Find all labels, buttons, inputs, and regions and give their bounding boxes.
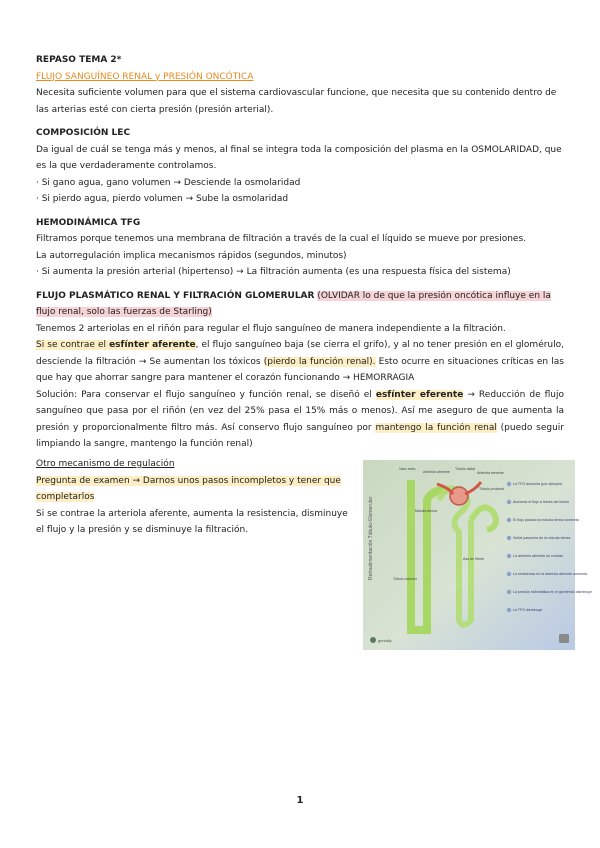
intro-paragraph: Necesita suficiente volumen para que el sistema cardiovascular funcione, que necesita que su contenido dentro de las arterias esté con cierta presión (presión arterial). bbox=[36, 88, 557, 115]
exam-question: Pregunta de examen → Darnos unos pasos incompletos y tener que completarlos bbox=[36, 475, 341, 502]
genially-brand: genially bbox=[378, 638, 392, 643]
step-1: La TFG aumenta (por ejemplo) bbox=[513, 482, 563, 486]
label-macula-densa: Mácula densa bbox=[415, 509, 437, 513]
tfg-line-1: Filtramos porque tenemos una membrana de filtración a través de la cual el líquido se mueve por presiones. bbox=[36, 234, 526, 244]
genially-logo-icon bbox=[370, 637, 376, 643]
doc-title: REPASO TEMA 2* bbox=[36, 55, 122, 65]
fpr-heading: FLUJO PLASMÁTICO RENAL Y FILTRACIÓN GLOMERULAR bbox=[36, 290, 315, 301]
fpr-paragraph-3 bbox=[36, 387, 564, 453]
label-arteriola-aferente: Arteriola aferente bbox=[423, 470, 450, 474]
fpr-p3-efferent: esfínter eferente bbox=[375, 389, 464, 400]
tfg-line-2: La autorregulación implica mecanismos rápidos (segundos, minutos) bbox=[36, 250, 347, 261]
fpr-p3-a: Solución: Para conservar el flujo sanguíneo y función renal, se diseñó el bbox=[36, 389, 376, 400]
label-tubulo-colector: Túbulo colector bbox=[393, 577, 417, 581]
fpr-p2-a: Si se contrae el bbox=[36, 340, 110, 350]
subtitle-link[interactable]: FLUJO SANGUÍNEO RENAL y PRESIÓN ONCÓTICA bbox=[36, 71, 254, 82]
step-8: La TFG disminuye bbox=[513, 608, 543, 612]
fpr-p2-e: Esto ocurre en situaciones críticas en las que hay que ahorrar sangre para mantener el corazón funcionando → HEMORRAGIA bbox=[36, 356, 564, 383]
lec-heading: COMPOSICIÓN LEC bbox=[36, 128, 131, 138]
fpr-p2-loss: (pierdo la función renal). bbox=[263, 356, 376, 367]
fpr-note: (OLVIDAR lo de que la presión oncótica influye en la flujo renal, solo las fuerzas de Starling) bbox=[36, 290, 551, 317]
tfg-heading: HEMODINÁMICA TFG bbox=[36, 217, 141, 228]
step-3: El flujo pasado la mácula densa aumenta bbox=[513, 518, 579, 522]
step-5: La arteriola aferente se contrae bbox=[513, 554, 563, 558]
label-tubulo-distal: Túbulo distal bbox=[455, 467, 475, 471]
step-7: La presión hidrostática en el glomérulo disminuye bbox=[513, 590, 592, 594]
tubuloglomerular-figure bbox=[363, 460, 592, 650]
tfg-line-3: · Si aumenta la presión arterial (hipertenso) → La filtración aumenta (es una respuesta física del sistema) bbox=[36, 267, 511, 277]
fpr-line-1: Tenemos 2 arteriolas en el riñón para regular el flujo sanguíneo de manera independiente a la filtración. bbox=[36, 323, 506, 334]
fpr-p2-c: , el flujo sanguíneo baja (se cierra el grifo), y al no tener presión en el glomérulo, desciende la filtración → Se aumentan los tóxicos bbox=[36, 340, 565, 367]
page-number: 1 bbox=[296, 795, 304, 806]
label-tubulo-proximal: Túbulo proximal bbox=[479, 487, 504, 491]
other-heading: Otro mecanismo de regulación bbox=[36, 459, 175, 469]
fpr-p3-keep: mantengo la función renal bbox=[375, 422, 497, 433]
other-text: Si se contrae la arteriola aferente, aumenta la resistencia, disminuye el flujo y la presión y se disminuye la filtración. bbox=[36, 508, 348, 535]
fpr-p2-afferent: esfínter aferente bbox=[109, 340, 196, 350]
fpr-heading-block bbox=[36, 288, 564, 321]
figure-svg bbox=[363, 460, 592, 650]
label-arteriola-eferente: Arteriola eferente bbox=[477, 471, 504, 475]
step-6: La resistencia en la arteriola aferente aumenta bbox=[513, 572, 588, 576]
fpr-p3-c: → Reducción de flujo sanguíneo que pasa por el riñón (en vez del 25% pasa el 15% más o menos). Así me aseguro de que aumenta la presión y proporcionalmente filtro más. Así conservo flujo sanguíneo por bbox=[36, 389, 565, 433]
fpr-paragraph-2 bbox=[36, 337, 564, 387]
lec-text: Da igual de cuál se tenga más y menos, al final se integra toda la composición del plasma en la OSMOLARIDAD, que es la que verdaderamente controlamos. bbox=[36, 144, 562, 171]
lec-bullet-2: · Si pierdo agua, pierdo volumen → Sube la osmolaridad bbox=[36, 194, 289, 204]
glomerulus-shape bbox=[450, 487, 468, 505]
step-2: Aumenta el flujo a través del túbulo bbox=[513, 500, 570, 504]
fullscreen-icon[interactable] bbox=[559, 634, 569, 643]
label-vaso-recto: Vaso recto bbox=[399, 467, 416, 471]
figure-vertical-label: Retroalimentación Túbulo-Glomerular bbox=[368, 496, 374, 580]
step-4: Señal paracrina de la mácula densa bbox=[513, 536, 571, 540]
page-content bbox=[36, 52, 564, 453]
lec-bullet-1: · Si gano agua, gano volumen → Desciende la osmolaridad bbox=[36, 177, 301, 188]
other-mechanism-section bbox=[36, 456, 358, 539]
fpr-p3-e: (puedo seguir limpiando la sangre, mantengo la función renal) bbox=[36, 422, 565, 449]
label-asa-henle: Asa de Henle bbox=[463, 557, 485, 561]
